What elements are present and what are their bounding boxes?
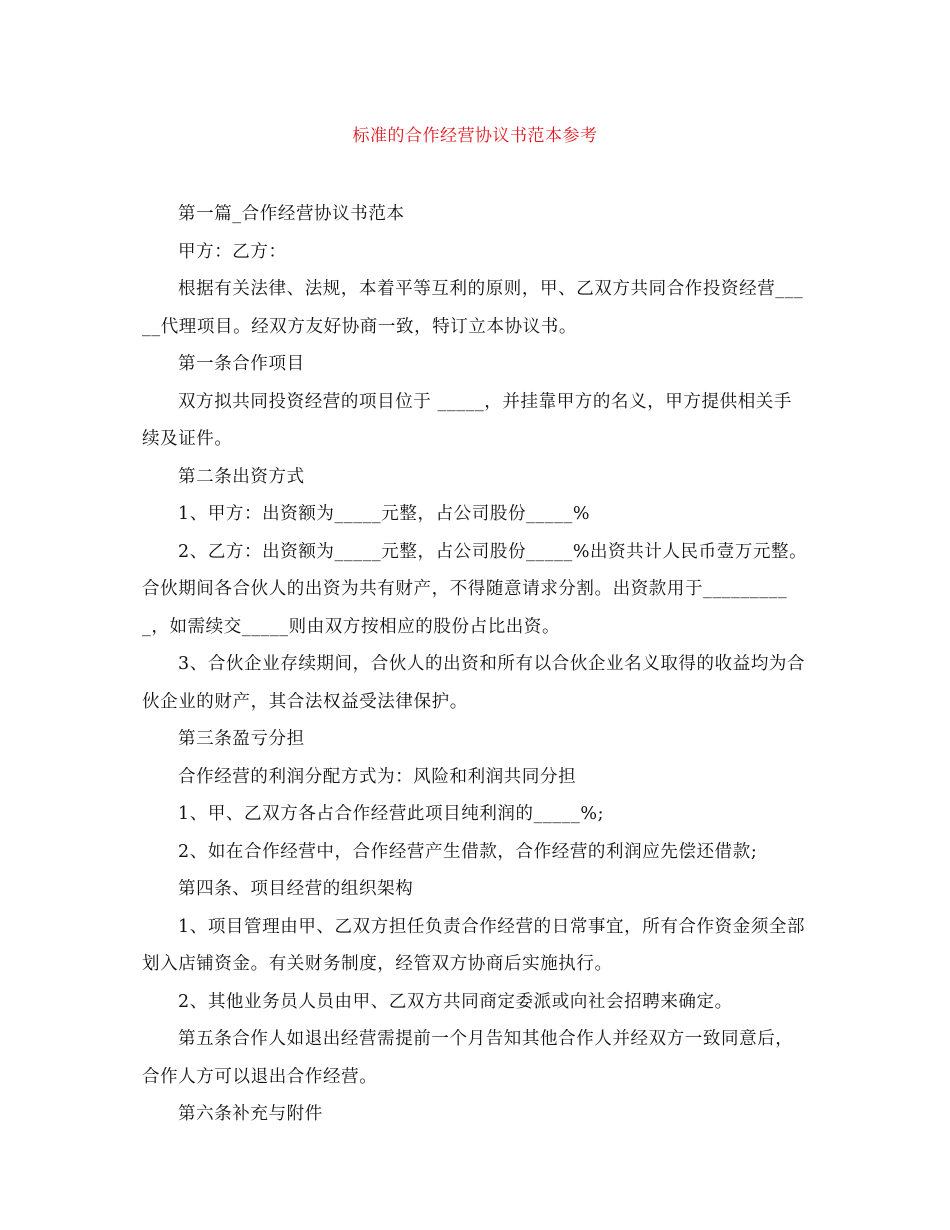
article-1-paragraph: 双方拟共同投资经营的项目位于 _____，并挂靠甲方的名义，甲方提供相关手续及证件。 xyxy=(142,391,793,449)
article-3-item-1: 1、甲、乙双方各占合作经营此项目纯利润的_____%; xyxy=(178,804,605,824)
preamble-paragraph: 根据有关法律、法规，本着平等互利的原则，甲、乙双方共同合作投资经营_____代理项目。经双方友好协商一致，特订立本协议书。 xyxy=(142,279,804,337)
article-2-item-1: 1、甲方：出资额为_____元整，占公司股份_____% xyxy=(178,504,591,524)
article-6-heading: 第六条补充与附件 xyxy=(178,1104,323,1124)
article-1-heading: 第一条合作项目 xyxy=(178,354,305,374)
article-4-item-2: 2、其他业务员人员由甲、乙双方共同商定委派或向社会招聘来确定。 xyxy=(178,991,733,1012)
article-2-item-2: 2、乙方：出资额为_____元整，占公司股份_____%出资共计人民币壹万元整。合伙期间各合伙人的出资为共有财产，不得随意请求分割。出资款用于__________，如需续交_____则由双方按相应的股份占比出资。 xyxy=(142,541,808,637)
article-4-item-1: 1、项目管理由甲、乙双方担任负责合作经营的日常事宜，所有合作资金须全部划入店铺资金。有关财务制度，经管双方协商后实施执行。 xyxy=(142,916,806,974)
article-3-heading: 第三条盈亏分担 xyxy=(178,729,305,749)
article-2-heading: 第二条出资方式 xyxy=(178,466,305,487)
parties-line: 甲方：乙方： xyxy=(178,241,287,262)
article-3-intro: 合作经营的利润分配方式为：风险和利润共同分担 xyxy=(178,766,577,787)
section-heading-part-one: 第一篇_合作经营协议书范本 xyxy=(178,204,405,224)
article-5-paragraph: 第五条合作人如退出经营需提前一个月告知其他合作人并经双方一致同意后，合作人方可以退出合作经营。 xyxy=(142,1029,794,1087)
article-4-heading: 第四条、项目经营的组织架构 xyxy=(178,879,414,899)
document-title: 标准的合作经营协议书范本参考 xyxy=(352,126,598,146)
document-body xyxy=(142,196,808,1134)
article-3-item-2: 2、如在合作经营中，合作经营产生借款，合作经营的利润应先偿还借款; xyxy=(178,841,758,862)
article-2-item-3: 3、合伙企业存续期间，合伙人的出资和所有以合伙企业名义取得的收益均为合伙企业的财产，其合法权益受法律保护。 xyxy=(142,654,806,712)
